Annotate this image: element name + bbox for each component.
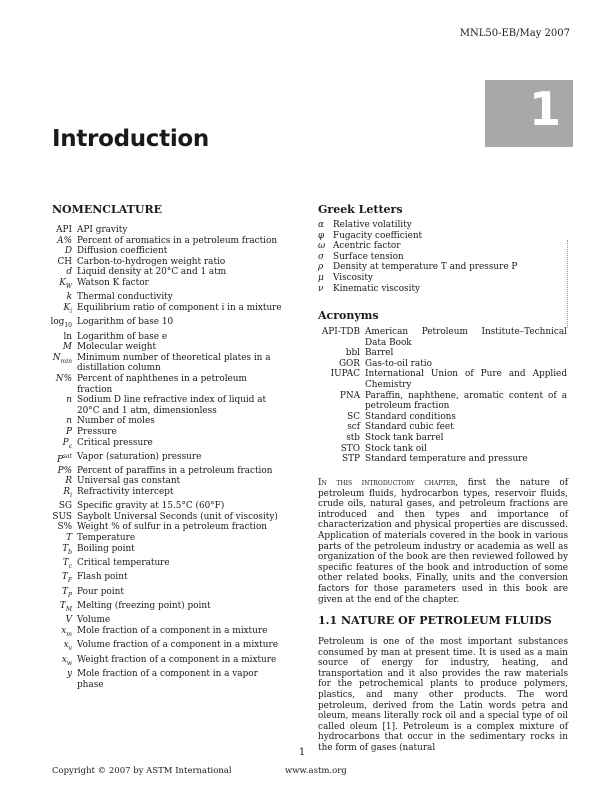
nomenclature-definition: Number of moles <box>77 416 155 427</box>
nomenclature-definition: Flash point <box>77 572 128 583</box>
nomenclature-entry <box>28 257 282 268</box>
nomenclature-entry <box>28 615 282 626</box>
page-number: 1 <box>298 747 306 758</box>
nomenclature-symbol: n <box>66 395 72 406</box>
copyright-notice: Copyright © 2007 by ASTM International <box>52 766 232 776</box>
nomenclature-definition: Logarithm of base 10 <box>77 317 174 328</box>
nomenclature-symbol: $N_{min}$ <box>52 352 72 365</box>
nomenclature-definition: Carbon-to-hydrogen weight ratio <box>77 256 226 267</box>
nomenclature-definition: Universal gas constant <box>77 476 181 487</box>
acronym-symbol: PNA <box>339 390 360 401</box>
acronym-symbol: STP <box>342 454 360 465</box>
acronym-definition: Standard conditions <box>365 411 456 422</box>
website-url: www.astm.org <box>285 766 347 776</box>
nomenclature-symbol: $x_v$ <box>63 640 72 653</box>
greek-entry <box>318 284 568 295</box>
nomenclature-symbol: SUS <box>52 511 72 522</box>
acronyms-heading: Acronyms <box>318 309 379 322</box>
greek-symbol: ω <box>318 241 326 252</box>
nomenclature-definition: Volume fraction of a component in a mixture <box>77 640 278 651</box>
intro-text: first the nature of petroleum fluids, hydrocarbon types, reservoir fluids, crude oils, natural gases, and petroleum fractions are introduced and then types and importance of characterization and physical properties are discussed. Application of materials covered in the book in various parts of the petroleum industry or academia as well as organization of the book are then reviewed followed by specific features of the book and introduction of some other related books. Finally, units and the conversion factors for those parameters used in this book are given at the end of the chapter. <box>318 478 568 605</box>
nomenclature-symbol: k <box>66 292 72 303</box>
acronym-symbol: STO <box>340 443 360 454</box>
nomenclature-symbol: $T_F$ <box>61 572 72 585</box>
nomenclature-entry <box>28 416 282 427</box>
nomenclature-entry <box>28 533 282 544</box>
acronym-symbol: API-TDB <box>321 327 360 337</box>
acronym-definition: International Union of Pure and Applied Chemistry <box>365 369 567 390</box>
nomenclature-symbol: $T_M$ <box>59 601 72 613</box>
nomenclature-definition: Temperature <box>77 532 136 543</box>
acronym-entry <box>300 454 567 465</box>
nomenclature-symbol: ln <box>63 331 72 342</box>
nomenclature-definition: Thermal conductivity <box>77 292 173 303</box>
nomenclature-symbol: A% <box>57 235 72 246</box>
acronym-definition: Stock tank barrel <box>365 432 444 443</box>
nomenclature-entry <box>28 438 282 452</box>
intro-paragraph <box>318 478 568 605</box>
nomenclature-entry <box>28 427 282 438</box>
nomenclature-definition: Minimum number of theoretical plates in a distillation column <box>77 352 271 374</box>
nomenclature-entry <box>28 278 282 292</box>
nomenclature-entry <box>28 395 282 416</box>
nomenclature-symbol: D <box>64 246 72 257</box>
nomenclature-symbol: $T_c$ <box>62 557 72 570</box>
greek-symbol: φ <box>318 230 325 241</box>
nomenclature-symbol: API <box>56 225 72 235</box>
nomenclature-symbol: $K_i$ <box>63 302 72 315</box>
acronym-symbol: scf <box>347 422 360 433</box>
greek-entry <box>318 220 568 231</box>
nomenclature-definition: Percent of paraffins in a petroleum fraction <box>77 465 273 476</box>
greek-symbol: σ <box>318 251 325 262</box>
greek-definition: Relative volatility <box>333 220 412 230</box>
acronym-entry <box>300 422 567 433</box>
nomenclature-entry <box>28 246 282 257</box>
nomenclature-symbol: $x_m$ <box>61 625 72 638</box>
greek-entry <box>318 231 568 242</box>
greek-definition: Kinematic viscosity <box>333 283 421 294</box>
acronym-entry <box>300 444 567 455</box>
nomenclature-symbol: P <box>66 427 72 438</box>
nomenclature-entry <box>28 342 282 353</box>
nomenclature-entry <box>28 374 282 395</box>
acronym-definition: American Petroleum Institute–Technical Data Book <box>365 327 567 348</box>
acronym-symbol: IUPAC <box>330 369 360 380</box>
nomenclature-symbol: y <box>66 669 72 680</box>
nomenclature-symbol: T <box>66 532 72 543</box>
nomenclature-definition: Vapor (saturation) pressure <box>77 452 202 462</box>
acronym-entry <box>300 359 567 370</box>
greek-definition: Acentric factor <box>333 241 401 252</box>
acronym-definition: Barrel <box>365 348 394 359</box>
nomenclature-definition: Saybolt Universal Seconds (unit of viscosity) <box>77 511 278 522</box>
acronym-entry <box>300 327 567 348</box>
section-paragraph: Petroleum is one of the most important substances consumed by man at present time. It is used as a main source of energy for industry, heating, and transportation and it also provides the raw materials for the petrochemical plants to produce polymers, plastics, and many other products. The word petroleum, derived from the Latin words petra and oleum, means literally rock oil and a special type of oil called oleum [1]. Petroleum is a complex mixture of hydrocarbons that occur in the sedimentary rocks in the form of gases (natural <box>318 637 568 753</box>
nomenclature-definition: Weight fraction of a component in a mixture <box>77 654 277 665</box>
nomenclature-definition: Liquid density at 20°C and 1 atm <box>77 267 227 278</box>
greek-definition: Surface tension <box>333 251 404 262</box>
chapter-number-box <box>485 80 573 147</box>
nomenclature-symbol: SG <box>58 501 72 512</box>
nomenclature-definition: Logarithm of base e <box>77 331 168 342</box>
nomenclature-entry <box>28 601 282 615</box>
nomenclature-symbol: CH <box>57 256 72 267</box>
nomenclature-entry <box>28 640 282 654</box>
nomenclature-definition: Pressure <box>77 427 117 438</box>
nomenclature-definition: Percent of aromatics in a petroleum fraction <box>77 235 278 246</box>
nomenclature-entry <box>28 466 282 477</box>
nomenclature-entry <box>28 558 282 572</box>
nomenclature-entry <box>28 303 282 317</box>
nomenclature-definition: Sodium D line refractive index of liquid at 20°C and 1 atm, dimensionless <box>77 395 267 416</box>
nomenclature-definition: Volume <box>77 615 111 626</box>
intro-lead: In this introductory chapter, <box>318 478 459 488</box>
nomenclature-definition: Molecular weight <box>77 342 157 353</box>
acronym-entry <box>300 412 567 423</box>
greek-definition: Viscosity <box>333 272 373 283</box>
nomenclature-symbol: n <box>66 416 72 427</box>
nomenclature-definition: API gravity <box>77 225 128 235</box>
greek-letters-list <box>318 220 568 294</box>
nomenclature-entry <box>28 267 282 278</box>
greek-letters-heading: Greek Letters <box>318 203 403 216</box>
margin-dotted-rule <box>567 240 568 328</box>
section-heading: 1.1 NATURE OF PETROLEUM FLUIDS <box>318 614 552 627</box>
nomenclature-entry <box>28 292 282 303</box>
nomenclature-definition: Watson K factor <box>77 277 149 288</box>
acronym-entry <box>300 433 567 444</box>
acronym-symbol: stb <box>346 432 360 443</box>
nomenclature-definition: Mole fraction of a component in a vapor phase <box>77 669 258 690</box>
nomenclature-heading: NOMENCLATURE <box>52 203 162 216</box>
nomenclature-symbol: $P_c$ <box>62 437 72 450</box>
acronym-definition: Standard cubic feet <box>365 422 454 433</box>
greek-entry <box>318 252 568 263</box>
acronym-symbol: GOR <box>338 358 360 369</box>
nomenclature-definition: Weight % of sulfur in a petroleum fraction <box>77 522 268 533</box>
nomenclature-entry <box>28 452 282 466</box>
nomenclature-entry <box>28 522 282 533</box>
nomenclature-entry <box>28 512 282 523</box>
chapter-number: 1 <box>528 82 561 136</box>
nomenclature-definition: Boiling point <box>77 543 135 554</box>
nomenclature-entry <box>28 332 282 343</box>
nomenclature-definition: Diffusion coefficient <box>77 246 168 257</box>
nomenclature-entry <box>28 353 282 374</box>
greek-entry <box>318 273 568 284</box>
nomenclature-symbol: $P^{sat}$ <box>56 453 72 465</box>
nomenclature-entry <box>28 317 282 331</box>
greek-symbol: ρ <box>318 262 324 273</box>
nomenclature-definition: Refractivity intercept <box>77 486 174 497</box>
nomenclature-definition: Specific gravity at 15.5°C (60°F) <box>77 501 225 512</box>
nomenclature-symbol: $\log_{10}$ <box>50 317 72 330</box>
greek-symbol: α <box>318 220 324 230</box>
acronym-definition: Paraffin, naphthene, aromatic content of a petroleum fraction <box>365 390 567 412</box>
nomenclature-entry <box>28 655 282 669</box>
nomenclature-entry <box>28 572 282 586</box>
nomenclature-entry <box>28 544 282 558</box>
nomenclature-definition: Percent of naphthenes in a petroleum fraction <box>77 374 247 395</box>
nomenclature-entry <box>28 225 282 236</box>
nomenclature-symbol: S% <box>57 522 72 533</box>
nomenclature-entry <box>28 487 282 501</box>
nomenclature-definition: Pour point <box>77 586 124 597</box>
nomenclature-symbol: V <box>65 615 72 626</box>
acronym-definition: Gas-to-oil ratio <box>365 358 432 369</box>
nomenclature-list <box>28 225 282 690</box>
chapter-title: Introduction <box>52 126 209 152</box>
nomenclature-definition: Equilibrium ratio of component i in a mixture <box>77 302 282 313</box>
nomenclature-entry <box>28 236 282 247</box>
nomenclature-symbol: d <box>66 267 72 278</box>
nomenclature-entry <box>28 476 282 487</box>
greek-entry <box>318 262 568 273</box>
nomenclature-symbol: $K_W$ <box>59 277 72 290</box>
nomenclature-definition: Critical pressure <box>77 437 153 448</box>
nomenclature-entry <box>28 501 282 512</box>
greek-symbol: μ <box>318 272 324 283</box>
nomenclature-symbol: N% <box>55 374 72 385</box>
acronym-symbol: bbl <box>345 348 360 359</box>
greek-definition: Density at temperature T and pressure P <box>333 262 518 273</box>
nomenclature-symbol: R <box>65 476 72 487</box>
greek-symbol: ν <box>318 283 324 294</box>
running-header: MNL50-EB/May 2007 <box>459 28 570 39</box>
nomenclature-symbol: $x_w$ <box>61 654 72 667</box>
acronym-symbol: SC <box>347 411 360 422</box>
greek-entry <box>318 241 568 252</box>
acronym-definition: Stock tank oil <box>365 443 427 454</box>
nomenclature-symbol: P% <box>57 465 72 476</box>
nomenclature-symbol: $R_i$ <box>63 486 72 499</box>
acronym-entry <box>300 391 567 412</box>
nomenclature-definition: Mole fraction of a component in a mixture <box>77 625 268 636</box>
acronym-definition: Standard temperature and pressure <box>365 454 528 465</box>
nomenclature-entry <box>28 626 282 640</box>
acronyms-list <box>300 327 567 465</box>
nomenclature-symbol: $T_b$ <box>62 543 72 556</box>
nomenclature-symbol: M <box>62 342 72 353</box>
acronym-entry <box>300 369 567 390</box>
nomenclature-entry <box>28 587 282 601</box>
nomenclature-definition: Critical temperature <box>77 557 170 568</box>
nomenclature-definition: Melting (freezing point) point <box>77 601 211 611</box>
nomenclature-symbol: $T_P$ <box>62 586 72 599</box>
greek-definition: Fugacity coefficient <box>333 230 423 241</box>
acronym-entry <box>300 348 567 359</box>
nomenclature-entry <box>28 669 282 690</box>
